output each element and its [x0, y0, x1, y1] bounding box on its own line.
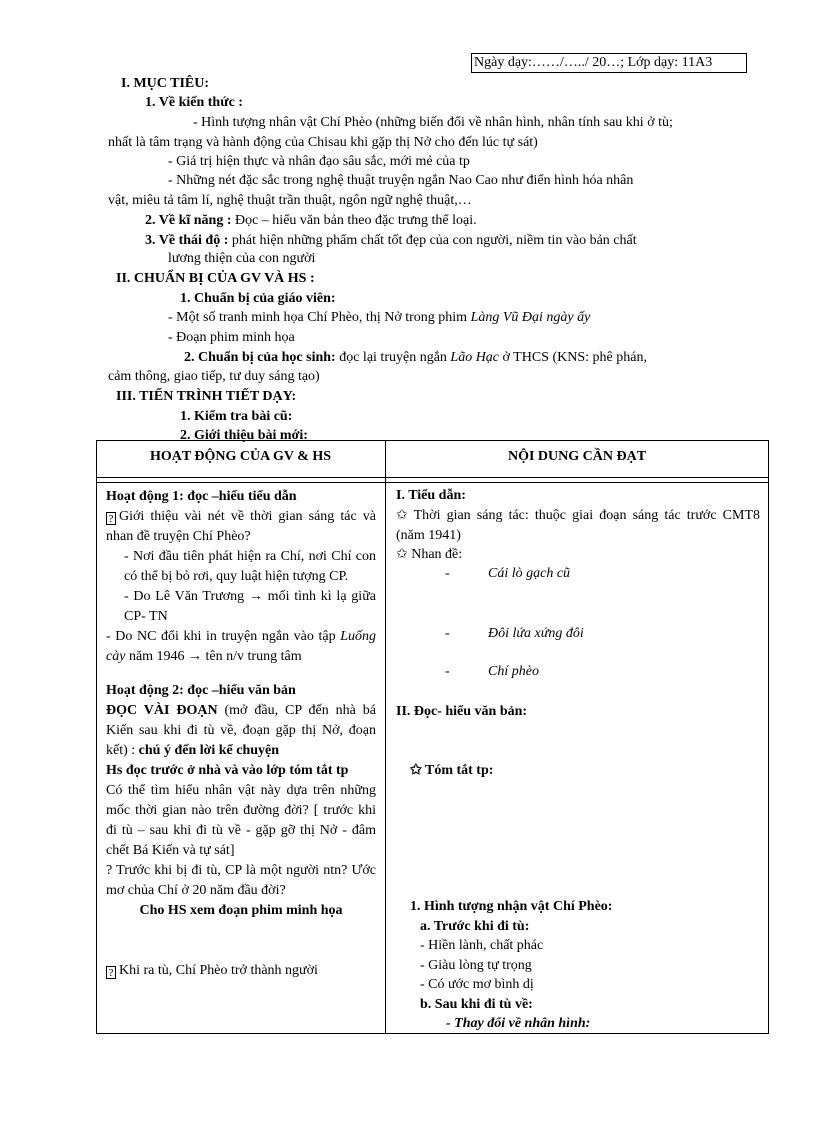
- teacher-prep-item-1: [168, 309, 590, 326]
- film-title: Làng Vũ Đại ngày ấy: [470, 310, 591, 325]
- after-prison-title: b. Sau khi đi tù về:: [420, 997, 533, 1012]
- attitude-text-b: lương thiện của con người: [168, 251, 316, 266]
- activity-1-answer-2: - Do Lê Văn Trương → mối tình kì lạ giữa CP- TN: [124, 589, 376, 624]
- summary-line: [410, 762, 493, 779]
- activity-2-question-3-text: Khi ra tù, Chí Phèo trở thành người: [119, 963, 318, 978]
- before-prison-item-3: - Có ước mơ bình dị: [420, 977, 534, 992]
- activity-1-title: Hoạt động 1: đọc –hiểu tiểu dẫn: [106, 489, 297, 504]
- section-3-item-1: 1. Kiểm tra bài cũ:: [180, 409, 293, 424]
- knowledge-item-2: - Giá trị hiện thực và nhân đạo sâu sắc, mới mẻ của tp: [168, 154, 470, 169]
- collection-title: Luống cày: [106, 629, 376, 664]
- student-prep-line: [184, 349, 647, 366]
- teacher-prep-item-2: - Đoạn phim minh họa: [168, 330, 295, 345]
- skill-label: 2. Về kĩ năng :: [145, 213, 232, 228]
- spacer: [106, 667, 376, 681]
- student-prep-label: 2. Chuẩn bị của học sinh:: [184, 350, 336, 365]
- date-line: Ngày dạy:……/…../ 20…; Lớp dạy: 11A3: [474, 55, 713, 70]
- composition-time-text: Thời gian sáng tác: thuộc giai đoạn sáng tác trước CMT8 (năm 1941): [396, 508, 761, 543]
- title-option-3: Chí phèo: [488, 664, 539, 679]
- activity-2-question-1: Có thể tìm hiểu nhân vật này dựa trên những mốc thời gian nào trên đường đời? [ trước khi đi tù – sau khi đi tù về - gặp gỡ thị Nở - đâm chết Bá Kiến và tự sát]: [106, 783, 376, 858]
- section-2-title: II. CHUẨN BỊ CỦA GV VÀ HS :: [116, 271, 315, 286]
- story-title: Lão Hạc: [450, 350, 500, 365]
- activity-2-question-3: [106, 961, 376, 981]
- title-dash-2: -: [445, 626, 450, 641]
- attitude-line: [145, 232, 637, 249]
- section-1-title: I. MỤC TIÊU:: [121, 76, 210, 91]
- title-option-2: Đôi lứa xứng đôi: [488, 626, 584, 641]
- teacher-prep-item-1-text: - Một số tranh minh họa Chí Phèo, thị Nở trong phim: [168, 310, 471, 325]
- student-prep-text-b: ở THCS (KNS: phê phán,: [499, 350, 647, 365]
- activity-2-question-2: ? Trước khi bị đi tù, CP là một người ntn? Ước mơ chủa Chí ở 20 năm đầu đời?: [106, 863, 376, 898]
- activity-1-answer-3-text: - Do NC đổi khi in truyện ngắn vào tập: [106, 629, 341, 644]
- table-header-divider: [96, 477, 769, 478]
- section-3-title: III. TIẾN TRÌNH TIẾT DẠY:: [116, 389, 297, 404]
- activity-2-reading-bold-2: chú ý đến lời kể chuyện: [138, 743, 280, 758]
- intro-section-title: I. Tiểu dẫn:: [396, 488, 466, 503]
- col1-header: HOẠT ĐỘNG CỦA GV & HS: [149, 449, 332, 464]
- activity-1-answer-3-suffix: năm 1946 → tên n/v trung tâm: [125, 649, 302, 664]
- star-icon: ✩: [410, 763, 422, 778]
- reading-section-title: II. Đọc- hiểu văn bản:: [396, 704, 528, 719]
- knowledge-item-1a: - Hình tượng nhân vật Chí Phèo (những biến đổi về nhân hình, nhân tính sau khi ở tù;: [193, 115, 673, 130]
- skill-text: Đọc – hiểu văn bản theo đặc trưng thể loại.: [231, 213, 477, 228]
- student-prep-text-c: cảm thông, giao tiếp, tư duy sáng tạo): [108, 369, 320, 384]
- date-class-box: [471, 53, 747, 73]
- knowledge-item-3b: vật, miêu tả tâm lí, nghệ thuật trần thuật, ngôn ngữ nghệ thuật,…: [108, 193, 472, 208]
- knowledge-item-3a: - Những nét đặc sắc trong nghệ thuật truyện ngắn Nao Cao như điển hình hóa nhân: [168, 173, 634, 188]
- title-label-line: [396, 546, 462, 563]
- knowledge-title: 1. Về kiến thức :: [145, 95, 243, 110]
- star-icon: ✩: [396, 508, 408, 523]
- question-mark-icon: ?: [106, 512, 116, 525]
- knowledge-item-1b: nhất là tâm trạng và hành động của Chisau khi gặp thị Nở cho đến lúc tự sát): [108, 135, 538, 150]
- before-prison-item-2: - Giàu lòng tự trọng: [420, 958, 532, 973]
- activity-1-answer-1: - Nơi đầu tiên phát hiện ra Chí, nơi Chí con có thể bị bỏ rơi, quy luật hiện tượng CP.: [124, 549, 376, 584]
- before-prison-item-1: - Hiền lành, chất phác: [420, 938, 544, 953]
- teacher-prep-title: 1. Chuẩn bị của giáo viên:: [180, 291, 336, 306]
- after-prison-item-1: - Thay đổi về nhân hình:: [446, 1016, 591, 1031]
- activity-2-film: Cho HS xem đoạn phim minh họa: [139, 903, 343, 918]
- title-label: Nhan đề:: [411, 547, 463, 562]
- activity-2-reading-text: (mở đầu, CP đến nhà bá Kiến sau khi đi tù về, đoạn gặp thị Nở, đoạn kết) :: [106, 703, 377, 758]
- composition-time: [396, 506, 760, 546]
- activity-2-reading: [106, 701, 376, 761]
- title-dash-3: -: [445, 664, 450, 679]
- table-column-divider: [385, 440, 386, 1034]
- skill-line: [145, 212, 477, 229]
- activity-1-question: [106, 507, 376, 547]
- spacer-2: [106, 921, 376, 961]
- activity-2-title: Hoạt động 2: đọc –hiểu văn bản: [106, 683, 296, 698]
- activity-1-answer-3: [106, 627, 376, 667]
- activity-1-question-text: Giới thiệu vài nét về thời gian sáng tác và nhan đề truyện Chí Phèo?: [106, 509, 376, 544]
- attitude-label: 3. Về thái độ :: [145, 233, 229, 248]
- student-prep-text-a: đọc lại truyện ngắn: [335, 350, 451, 365]
- attitude-text: phát hiện những phẩm chất tốt đẹp của con người, niềm tin vào bản chất: [228, 233, 637, 248]
- character-section-title: 1. Hình tượng nhận vật Chí Phèo:: [410, 899, 613, 914]
- section-3-item-2: 2. Giới thiệu bài mới:: [180, 428, 308, 443]
- activity-2-homework: Hs đọc trước ở nhà và vào lớp tóm tắt tp: [106, 763, 349, 778]
- before-prison-title: a. Trước khi đi tù:: [420, 919, 530, 934]
- title-option-1: Cái lò gạch cũ: [488, 566, 571, 581]
- col2-header: NỘI DUNG CẦN ĐẠT: [507, 449, 647, 464]
- summary-label: Tóm tắt tp:: [424, 763, 494, 778]
- table-header-divider-2: [96, 482, 769, 483]
- question-mark-icon: ?: [106, 966, 116, 979]
- left-column: [106, 487, 376, 981]
- activity-2-reading-bold: ĐỌC VÀI ĐOẠN: [106, 703, 218, 718]
- title-dash-1: -: [445, 566, 450, 581]
- star-icon: ✩: [396, 547, 408, 562]
